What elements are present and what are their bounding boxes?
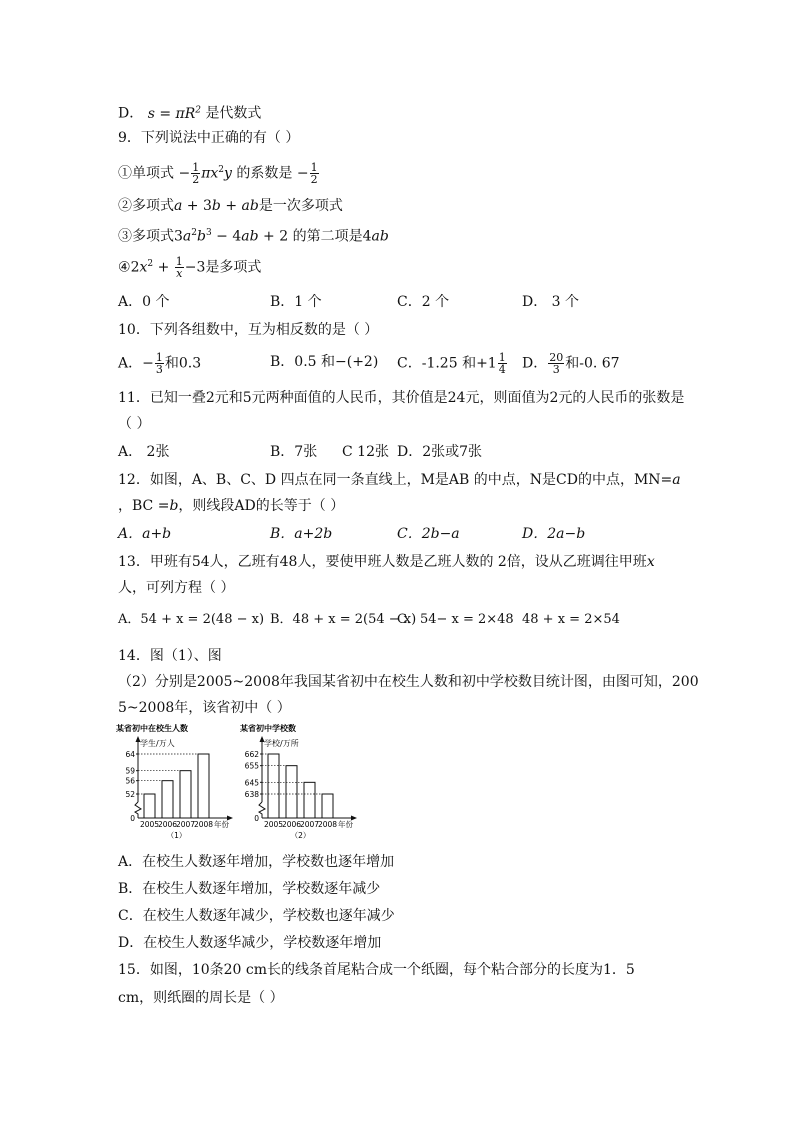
q9-stem: 9．下列说法中正确的有（ ） <box>118 130 300 146</box>
q9-option-b: B．1 个 <box>270 294 322 310</box>
q12-option-a: A．a+b <box>118 526 172 542</box>
q14-option-b: B．在校生人数逐年增加，学校数逐年减少 <box>118 881 381 897</box>
axis-break <box>135 802 141 818</box>
q9-option-c: C．2 个 <box>397 294 450 310</box>
q9-statement-1: ①单项式 − $\frac{1}{2}$ $\pi x^2y$ 的系数是 − $\frac{1}{2}$ <box>118 161 318 187</box>
q14-stem-line3: 5~2008年，该省初中（ ） <box>118 700 291 716</box>
q13-option-b: B．48 + x = 2(54 − x) <box>270 612 417 627</box>
q14-stem-line2: （2）分别是2005~2008年我国某省初中在校生人数和初中学校数目统计图，由图可知，200 <box>118 674 699 690</box>
x-axis-label: 年份 <box>338 820 353 829</box>
q14-option-a: A．在校生人数逐年增加，学校数也逐年增加 <box>118 854 395 870</box>
q11-option-a: A． 2张 <box>118 444 170 460</box>
q11-option-c: C 12张 <box>342 444 389 460</box>
q12-option-b: B．a+2b <box>270 526 333 542</box>
bar <box>144 794 155 818</box>
x-tick-label: 2007 <box>299 820 320 829</box>
x-axis-label: 年份 <box>214 820 229 829</box>
chart-caption: （2） <box>290 831 311 840</box>
q9-option-d: D． 3 个 <box>522 294 580 310</box>
bar <box>286 766 297 818</box>
option-label: D． <box>118 105 144 122</box>
q10-stem: 10．下列各组数中，互为相反数的是（ ） <box>118 322 379 338</box>
q13-option-c: C．54− x = 2×48 <box>397 612 514 627</box>
q14-stem-line1: 14．图（1）、图 <box>118 648 222 664</box>
q12-option-c: C．2b−a <box>397 526 460 542</box>
q11-stem: 11．已知一叠2元和5元两种面值的人民币，其价值是24元，则面值为2元的人民币的张数是 <box>118 390 685 406</box>
q9-statement-4: $④2x^2$ + $\frac{1}{x}$ −3是多项式 <box>118 255 262 281</box>
chart-caption: （1） <box>166 831 187 840</box>
y-tick-label: 59 <box>125 766 135 776</box>
y-tick-label: 655 <box>244 761 259 771</box>
q10-option-d: D． $\frac{20}{3}$ 和-0. 67 <box>522 351 620 376</box>
x-tick-label: 2008 <box>317 820 338 829</box>
y-tick-label: 64 <box>125 750 135 759</box>
q12-option-d: D．2a−b <box>522 526 586 542</box>
chart-student-count <box>112 722 242 844</box>
y-axis-label: 学校/万所 <box>264 739 299 748</box>
fraction: $\frac{1}{2}$ <box>310 161 318 187</box>
axis-break <box>259 802 265 818</box>
x-tick-label: 2006 <box>281 820 302 829</box>
formula: $s = \pi R^2$ <box>147 105 201 122</box>
q10-option-b: B．0.5 和−(+2) <box>270 354 379 370</box>
q13-option-d: 48 + x = 2×54 <box>522 612 620 627</box>
bar <box>162 781 173 818</box>
q12-stem-line1: 12．如图，A、B、C、D 四点在同一条直线上，M是AB 的中点，N是CD的中点，MN=a <box>118 472 681 488</box>
q10-option-c: C．-1.25 和+1 $\frac{1}{4}$ <box>397 351 506 376</box>
y-tick-label: 52 <box>125 790 135 799</box>
q13-option-a: A．54 + x = 2(48 − x) <box>118 612 265 627</box>
q9-statement-3: ③多项式$3a^2b^3 - 4ab + 2$ 的第二项是4ab <box>118 228 389 245</box>
option-text: 是代数式 <box>205 105 262 122</box>
bar <box>304 782 315 818</box>
x-tick-label: 2008 <box>193 820 214 829</box>
x-tick-label: 2005 <box>263 820 284 829</box>
bar <box>180 771 191 818</box>
y-tick-label: 0 <box>130 814 135 823</box>
q8-option-d <box>118 100 261 124</box>
x-tick-label: 2005 <box>139 820 160 829</box>
chart-school-count <box>236 722 366 844</box>
bar <box>322 794 333 818</box>
q13-stem-line2: 人，可列方程（ ） <box>118 580 235 596</box>
y-tick-label: 662 <box>244 750 259 759</box>
q9-option-a: A．0 个 <box>118 294 170 310</box>
y-axis-label: 学生/万人 <box>140 739 175 748</box>
y-tick-label: 0 <box>254 814 259 823</box>
q11-paren: （ ） <box>118 416 151 432</box>
q11-option-b: B．7张 <box>270 444 318 460</box>
q9-statement-2: ②多项式a + 3b + ab是一次多项式 <box>118 198 343 214</box>
q14-option-c: C．在校生人数逐年减少，学校数也逐年减少 <box>118 908 395 924</box>
q15-stem-line1: 15．如图，10条20 cm长的线条首尾粘合成一个纸圈，每个粘合部分的长度为1．5 <box>118 962 635 978</box>
q12-stem-line2: ，BC =b，则线段AD的长等于（ ） <box>118 498 345 514</box>
q11-option-d: D．2张或7张 <box>397 444 483 460</box>
y-tick-label: 56 <box>125 776 135 786</box>
q13-stem-line1: 13．甲班有54人，乙班有48人，要使甲班人数是乙班人数的 2倍，设从乙班调往甲班x <box>118 554 655 570</box>
y-tick-label: 645 <box>244 778 259 788</box>
fraction: $\frac{1}{x}$ <box>175 255 183 281</box>
chart-title: 某省初中学校数 <box>240 724 296 733</box>
q15-stem-line2: cm，则纸圈的周长是（ ） <box>118 990 284 1006</box>
chart-title: 某省初中在校生人数 <box>116 724 188 733</box>
y-tick-label: 638 <box>244 790 259 799</box>
x-tick-label: 2007 <box>175 820 196 829</box>
q10-option-a: A．− $\frac{1}{3}$ 和0.3 <box>118 351 202 376</box>
q14-option-d: D．在校生人数逐华减少，学校数逐年增加 <box>118 935 382 951</box>
bar <box>268 754 279 818</box>
x-tick-label: 2006 <box>157 820 178 829</box>
bar <box>198 754 209 818</box>
fraction: $\frac{1}{2}$ <box>192 161 200 187</box>
